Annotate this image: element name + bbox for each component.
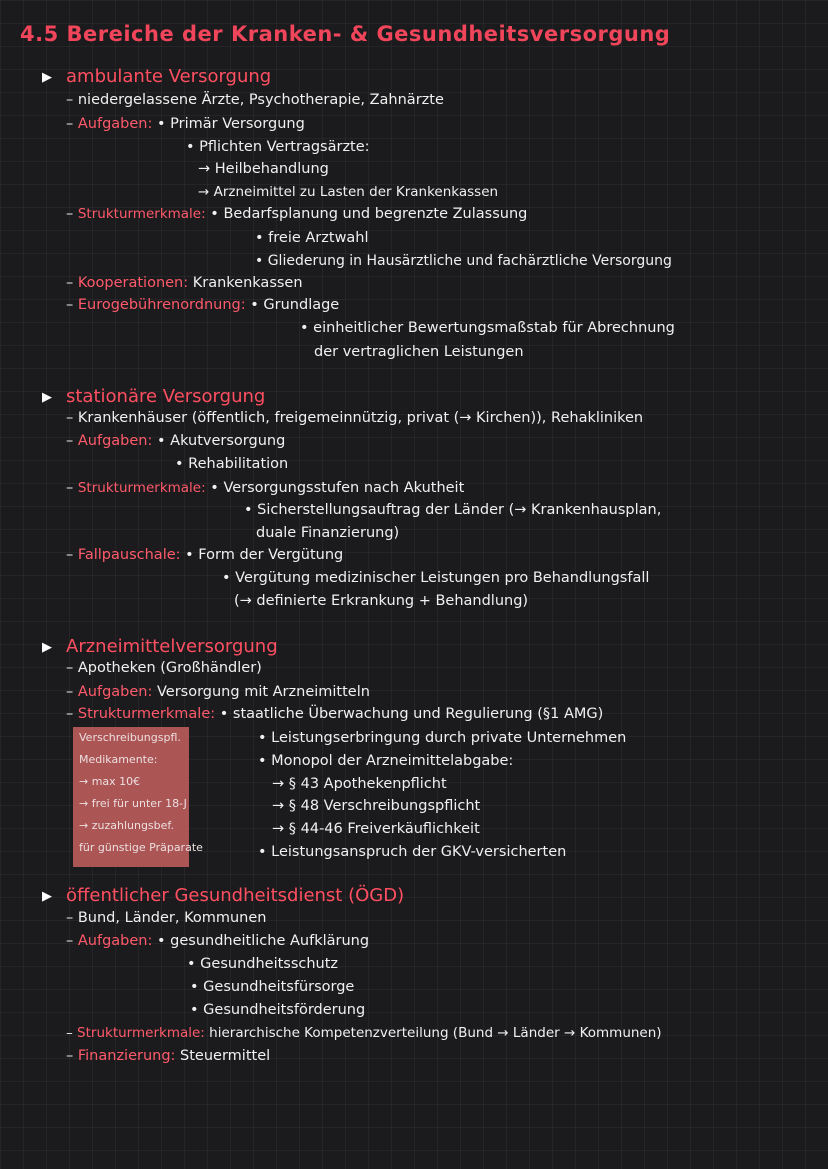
section-marker-icon: ▶ <box>42 390 52 405</box>
sub-item: • Sicherstellungsauftrag der Länder (→ Krankenhausplan, <box>244 502 662 518</box>
aufgaben-line: – Aufgaben: • gesundheitliche Aufklärung <box>66 933 370 949</box>
sub-item: der vertraglichen Leistungen <box>314 344 524 360</box>
bullet-line: – niedergelassene Ärzte, Psychotherapie, Zahnärzte <box>66 92 444 108</box>
sub-item: → § 44-46 Freiverkäuflichkeit <box>272 821 480 837</box>
sub-item: • Vergütung medizinischer Leistungen pro Behandlungsfall <box>222 570 650 586</box>
section-marker-icon: ▶ <box>42 889 52 904</box>
sub-item: • Pflichten Vertragsärzte: <box>186 139 370 155</box>
aufgaben-line: – Aufgaben: Versorgung mit Arzneimitteln <box>66 684 370 700</box>
note-line: → max 10€ <box>79 775 141 788</box>
sub-item: • Monopol der Arzneimittelabgabe: <box>258 753 514 769</box>
kooperation-line: – Kooperationen: Krankenkassen <box>66 275 303 291</box>
section-heading-ambulant: ambulante Versorgung <box>66 66 272 87</box>
note-line: für günstige Präparate <box>79 841 203 854</box>
euro-line: – Eurogebührenordnung: • Grundlage <box>66 297 340 313</box>
struktur-line: – Strukturmerkmale: • staatliche Überwachung und Regulierung (§1 AMG) <box>66 706 604 722</box>
struktur-line: – Strukturmerkmale: hierarchische Kompetenzverteilung (Bund → Länder → Kommunen) <box>66 1025 662 1041</box>
section-heading-arznei: Arzneimittelversorgung <box>66 636 278 657</box>
sub-item: • Gesundheitsschutz <box>187 956 339 972</box>
section-heading-stationaer: stationäre Versorgung <box>66 386 266 407</box>
sub-item: • freie Arztwahl <box>255 230 369 246</box>
struktur-line: – Strukturmerkmale: • Bedarfsplanung und begrenzte Zulassung <box>66 206 528 222</box>
sub-item: → § 43 Apothekenpflicht <box>272 776 447 792</box>
struktur-line: – Strukturmerkmale: • Versorgungsstufen nach Akutheit <box>66 480 465 496</box>
note-line: Medikamente: <box>79 753 158 766</box>
sub-item: duale Finanzierung) <box>256 525 400 541</box>
sub-item: • Leistungserbringung durch private Unternehmen <box>258 730 627 746</box>
section-marker-icon: ▶ <box>42 70 52 85</box>
sticky-note <box>73 727 203 867</box>
sub-item: → Heilbehandlung <box>198 161 329 177</box>
bullet-line: – Krankenhäuser (öffentlich, freigemeinnützig, privat (→ Kirchen)), Rehakliniken <box>66 410 644 426</box>
fallpauschale-line: – Fallpauschale: • Form der Vergütung <box>66 547 344 563</box>
sub-item: • Gesundheitsförderung <box>190 1002 366 1018</box>
note-line: → frei für unter 18-J <box>79 797 187 810</box>
finanzierung-line: – Finanzierung: Steuermittel <box>66 1048 271 1064</box>
note-line: → zuzahlungsbef. <box>79 819 174 832</box>
bullet-line: – Apotheken (Großhändler) <box>66 660 262 676</box>
note-line: Verschreibungspfl. <box>79 731 181 744</box>
sub-item: • Gliederung in Hausärztliche und fachärztliche Versorgung <box>255 253 672 269</box>
sub-item: • Gesundheitsfürsorge <box>190 979 355 995</box>
section-heading-oegd: öffentlicher Gesundheitsdienst (ÖGD) <box>66 885 405 906</box>
sub-item: • Leistungsanspruch der GKV-versicherten <box>258 844 567 860</box>
sub-item: (→ definierte Erkrankung + Behandlung) <box>234 593 529 609</box>
aufgaben-line: – Aufgaben: • Akutversorgung <box>66 433 286 449</box>
sub-item: • Rehabilitation <box>175 456 289 472</box>
sub-item: → § 48 Verschreibungspflicht <box>272 798 481 814</box>
sub-item: → Arzneimittel zu Lasten der Krankenkassen <box>198 184 499 200</box>
bullet-line: – Bund, Länder, Kommunen <box>66 910 267 926</box>
aufgaben-line: – Aufgaben: • Primär Versorgung <box>66 116 305 132</box>
page-title: 4.5 Bereiche der Kranken- & Gesundheitsversorgung <box>20 22 671 46</box>
sub-item: • einheitlicher Bewertungsmaßstab für Abrechnung <box>300 320 675 336</box>
section-marker-icon: ▶ <box>42 640 52 655</box>
